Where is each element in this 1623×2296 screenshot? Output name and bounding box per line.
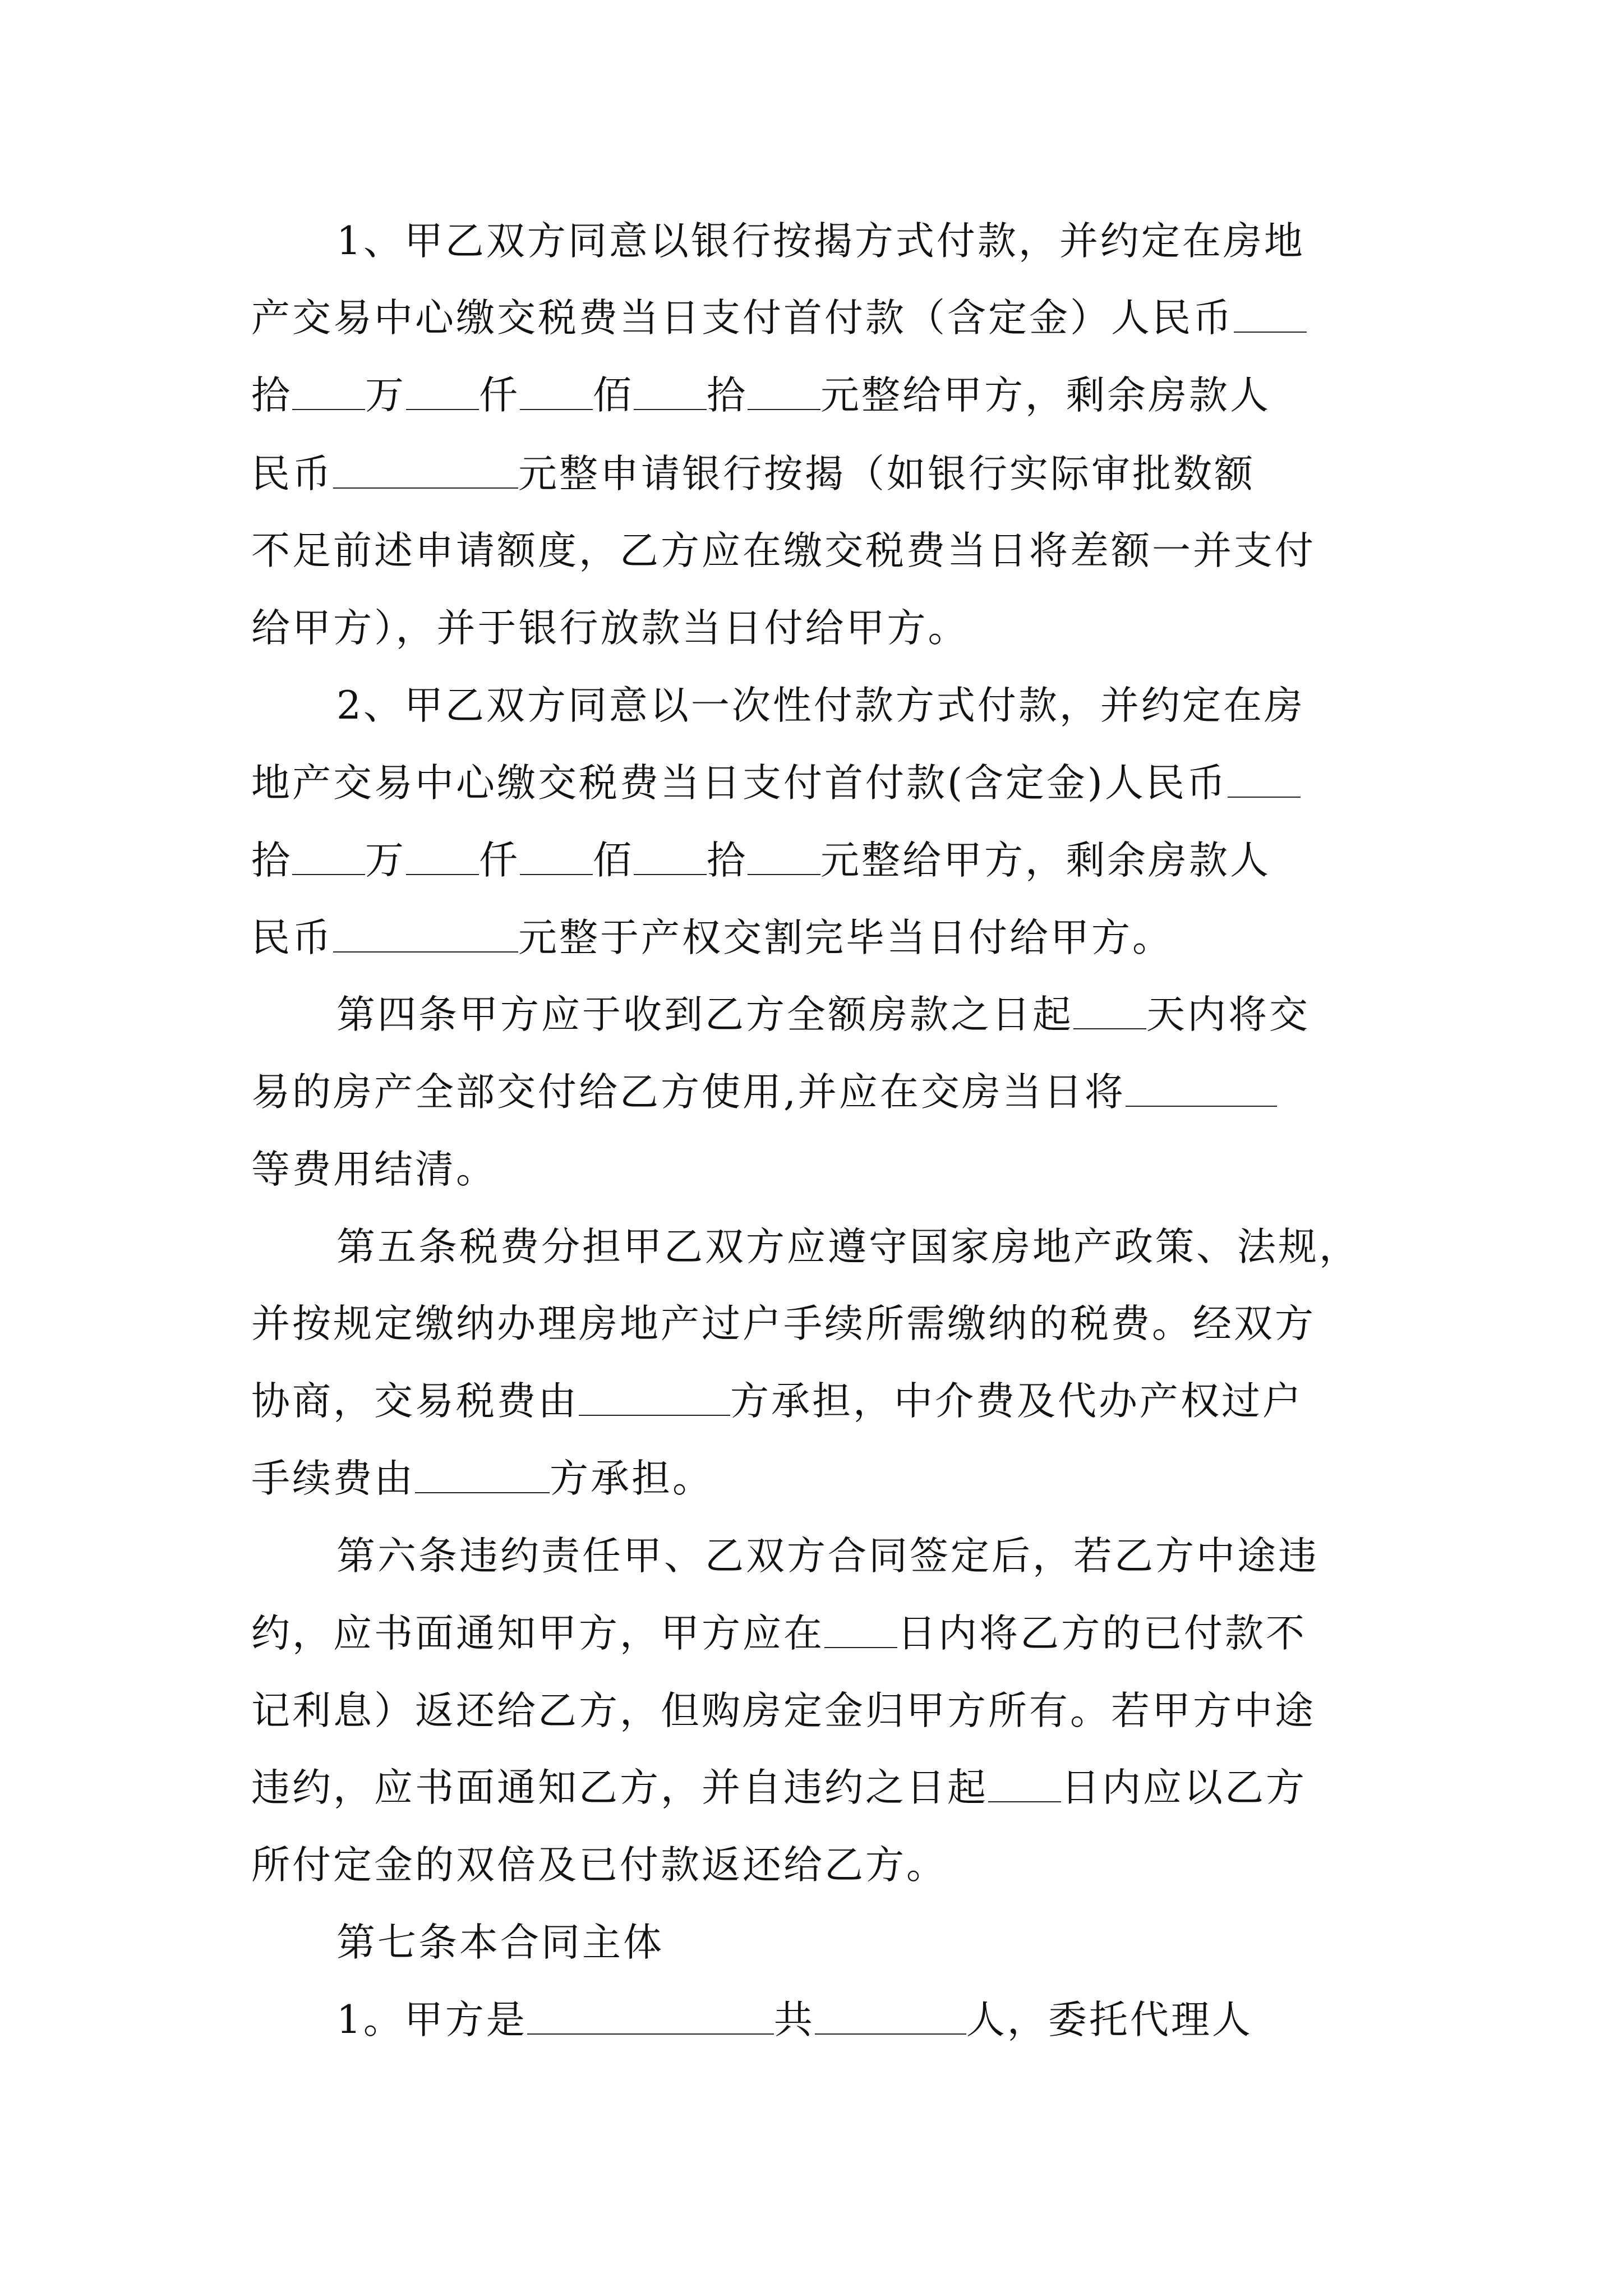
section-heading: 第七条本合同主体: [336, 1920, 664, 1965]
text-line: 给甲方），并于银行放款当日付给甲方。: [251, 606, 969, 651]
fill-blank[interactable]: [520, 832, 593, 875]
text-line: 拾 万 仟 佰 拾 元整给甲方，剩余房款人: [251, 367, 1271, 424]
text-line: 2、甲乙双方同意以一次性付款方式付款，并约定在房: [336, 683, 1305, 728]
text-line: 1。甲方是 共 人，委托代理人: [336, 1992, 1253, 2048]
fill-blank[interactable]: [1126, 1064, 1277, 1107]
fill-blank[interactable]: [634, 832, 707, 875]
fill-blank[interactable]: [579, 1373, 730, 1416]
fill-blank[interactable]: [415, 1451, 550, 1493]
text-line: 1、甲乙双方同意以银行按揭方式付款，并约定在房地: [336, 219, 1305, 264]
text-line: 手续费由 方承担。: [251, 1451, 713, 1507]
fill-blank[interactable]: [406, 367, 479, 410]
fill-blank[interactable]: [1073, 987, 1146, 1029]
fill-blank[interactable]: [333, 910, 518, 953]
fill-blank[interactable]: [333, 446, 518, 489]
fill-blank[interactable]: [520, 367, 593, 410]
text-line: 等费用结清。: [251, 1147, 497, 1192]
text-line: 所付定金的双倍及已付款返还给乙方。: [251, 1843, 947, 1888]
text-line: 拾 万 仟 佰 拾 元整给甲方，剩余房款人: [251, 832, 1271, 889]
text-line: 易的房产全部交付给乙方使用,并应在交房当日将: [251, 1064, 1277, 1120]
text-line: 第五条税费分担甲乙双方应遵守国家房地产政策、法规，: [336, 1225, 1360, 1269]
text-line: 不足前述申请额度，乙方应在缴交税费当日将差额一并支付: [251, 528, 1316, 573]
fill-blank[interactable]: [634, 367, 707, 410]
fill-blank[interactable]: [1234, 290, 1307, 333]
fill-blank[interactable]: [824, 1605, 897, 1648]
fill-blank[interactable]: [406, 832, 479, 875]
fill-blank[interactable]: [292, 832, 365, 875]
fill-blank[interactable]: [815, 1992, 966, 2035]
text-line: 民币 元整于产权交割完毕当日付给甲方。: [251, 910, 1173, 966]
fill-blank[interactable]: [748, 832, 820, 875]
text-line: 产交易中心缴交税费当日支付首付款（含定金）人民币: [251, 290, 1307, 346]
fill-blank[interactable]: [988, 1760, 1061, 1802]
text-line: 第六条违约责任甲、乙双方合同签定后，若乙方中途违: [336, 1534, 1319, 1579]
text-line: 协商，交易税费由 方承担，中介费及代办产权过户: [251, 1373, 1303, 1429]
text-line: 第四条甲方应于收到乙方全额房款之日起 天内将交: [336, 987, 1310, 1043]
fill-blank[interactable]: [1228, 755, 1301, 798]
text-line: 地产交易中心缴交税费当日支付首付款(含定金)人民币: [251, 755, 1301, 811]
text-line: 记利息）返还给乙方，但购房定金归甲方所有。若甲方中途: [251, 1688, 1316, 1733]
text-line: 并按规定缴纳办理房地产过户手续所需缴纳的税费。经双方: [251, 1301, 1316, 1346]
text-line: 约，应书面通知甲方，甲方应在 日内将乙方的已付款不: [251, 1605, 1307, 1662]
text-line: 民币 元整申请银行按揭（如银行实际审批数额: [251, 446, 1255, 502]
fill-blank[interactable]: [748, 367, 820, 410]
fill-blank[interactable]: [292, 367, 365, 410]
text-line: 违约，应书面通知乙方，并自违约之日起 日内应以乙方: [251, 1760, 1307, 1816]
fill-blank[interactable]: [527, 1992, 774, 2035]
